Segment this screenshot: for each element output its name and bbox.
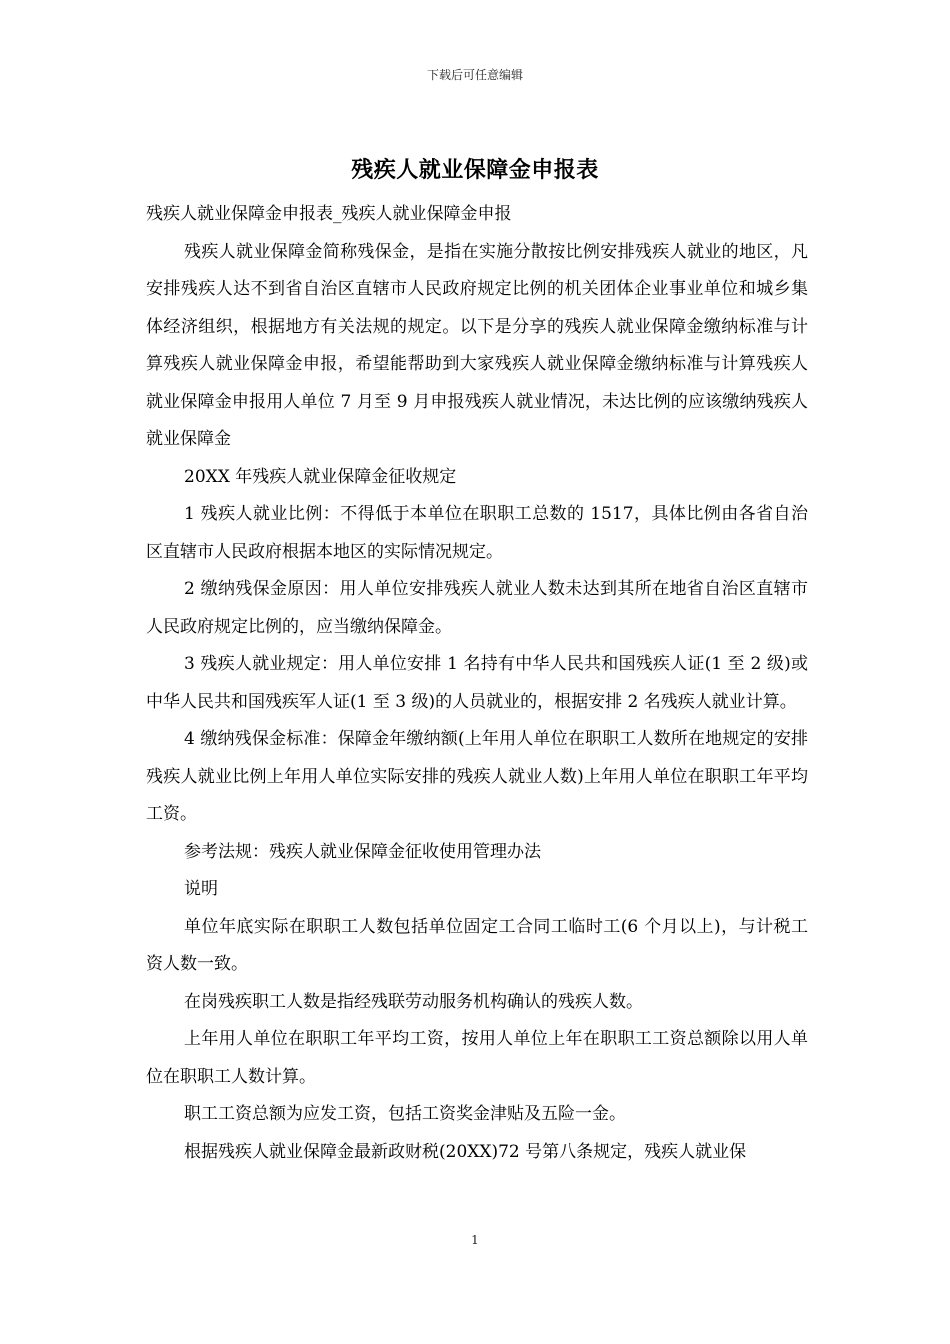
note-paragraph-3: 上年用人单位在职职工年平均工资，按用人单位上年在职职工工资总额除以用人单位在职职工人数计算。: [146, 1029, 808, 1087]
intro-paragraph: 残疾人就业保障金简称残保金，是指在实施分散按比例安排残疾人就业的地区，凡安排残疾人达不到省自治区直辖市人民政府规定比例的机关团体企业事业单位和城乡集体经济组织，根据地方有关法规的规定。以下是分享的残疾人就业保障金缴纳标准与计算残疾人就业保障金申报，希望能帮助到大家残疾人就业保障金缴纳标准与计算残疾人就业保障金申报用人单位 7 月至 9 月申报残疾人就业情况，未达比例的应该缴纳残疾人就业保障金: [146, 241, 808, 449]
note-paragraph-4: 职工工资总额为应发工资，包括工资奖金津贴及五险一金。: [184, 1104, 626, 1124]
reference-paragraph: 参考法规：残疾人就业保障金征收使用管理办法: [184, 841, 541, 862]
page-header: 下载后可任意编辑: [426, 68, 523, 82]
note-paragraph-2: 在岗残疾职工人数是指经残联劳动服务机构确认的残疾人数。: [184, 991, 643, 1012]
page-number: 1: [471, 1233, 479, 1247]
subtitle-line: 残疾人就业保障金申报表_残疾人就业保障金申报: [146, 204, 512, 224]
document-title: 残疾人就业保障金申报表: [351, 157, 599, 183]
rule-paragraph-2: 2 缴纳残保金原因：用人单位安排残疾人就业人数未达到其所在地省自治区直辖市人民政府规定比例的，应当缴纳保障金。: [146, 579, 808, 637]
note-paragraph-1: 单位年底实际在职职工人数包括单位固定工合同工临时工(6 个月以上)，与计税工资人数一致。: [146, 916, 808, 974]
rule-paragraph-4: 4 缴纳残保金标准：保障金年缴纳额(上年用人单位在职职工人数所在地规定的安排残疾人就业比例上年用人单位实际安排的残疾人就业人数)上年用人单位在职职工年平均工资。: [146, 729, 808, 824]
document-body: [146, 196, 808, 1171]
rule-paragraph-1: 1 残疾人就业比例：不得低于本单位在职职工总数的 1517，具体比例由各省自治区直辖市人民政府根据本地区的实际情况规定。: [146, 504, 808, 562]
rule-paragraph-3: 3 残疾人就业规定：用人单位安排 1 名持有中华人民共和国残疾人证(1 至 2 级)或中华人民共和国残疾军人证(1 至 3 级)的人员就业的，根据安排 2 名残疾人就业计算。: [146, 654, 808, 712]
notes-heading: 说明: [184, 879, 218, 899]
section-heading: 20XX 年残疾人就业保障金征收规定: [184, 466, 457, 487]
note-paragraph-5: 根据残疾人就业保障金最新政财税(20XX)72 号第八条规定，残疾人就业保: [184, 1141, 747, 1162]
